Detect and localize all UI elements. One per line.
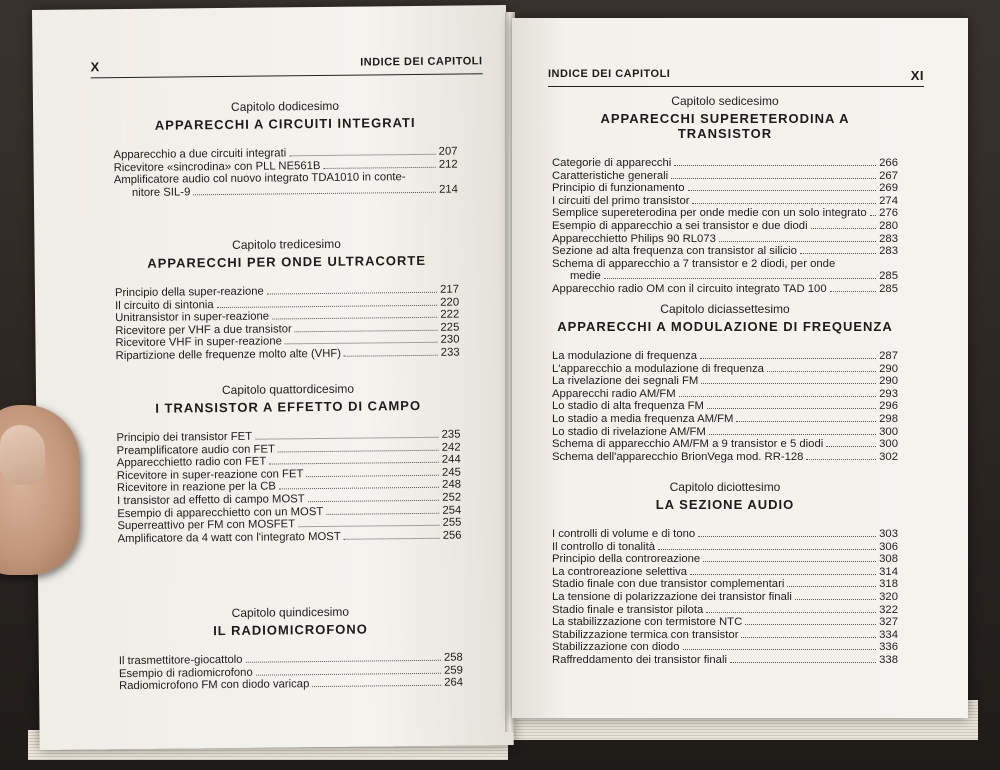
- entry-page: 320: [879, 590, 898, 603]
- chapter-block: [552, 480, 898, 667]
- toc-entry: [552, 426, 898, 439]
- entry-page: 322: [879, 603, 898, 616]
- toc-entry: [552, 220, 898, 233]
- chapter-title: LA SEZIONE AUDIO: [655, 497, 795, 512]
- entry-page: 334: [879, 628, 898, 641]
- entry-page: 296: [879, 400, 898, 413]
- leader-dots: [344, 538, 440, 540]
- leader-dots: [604, 278, 876, 279]
- entry-page: 244: [441, 453, 461, 466]
- entry-page: 242: [441, 441, 461, 454]
- toc-entry: [552, 195, 898, 208]
- chapter-block: [113, 98, 458, 200]
- chapter-label: Capitolo tredicesimo: [232, 236, 341, 252]
- toc-entry: [552, 541, 898, 554]
- toc-entry: [552, 363, 898, 376]
- entry-page: 303: [879, 528, 898, 540]
- entry-page: 283: [879, 232, 898, 245]
- toc-entry: [552, 604, 898, 617]
- entry-page: 336: [879, 641, 898, 654]
- entry-title: Esempio di apparecchietto con un MOST: [117, 505, 324, 520]
- leader-dots: [312, 685, 441, 687]
- entry-page: 280: [879, 219, 898, 232]
- toc-entry: [552, 400, 898, 413]
- entry-title: Categorie di apparecchi: [552, 157, 672, 169]
- leader-dots: [269, 462, 439, 465]
- entry-title: Caratteristiche generali: [552, 169, 669, 182]
- toc-entry: [552, 566, 898, 579]
- entry-page: 338: [879, 653, 898, 666]
- leader-dots: [256, 672, 441, 675]
- toc-entry: [552, 528, 898, 541]
- chapter-label: Capitolo sedicesimo: [671, 94, 779, 108]
- entry-page: 235: [441, 428, 461, 441]
- entry-title: Apparecchio a due circuiti integrati: [113, 147, 287, 162]
- leader-dots: [217, 304, 438, 307]
- entry-title: Lo stadio di alta frequenza FM: [552, 400, 704, 413]
- leader-dots: [285, 342, 438, 345]
- entry-page: 220: [440, 296, 460, 309]
- chapter-title: APPARECCHI A MODULAZIONE DI FREQUENZA: [557, 319, 893, 334]
- entry-page: 285: [879, 270, 898, 283]
- toc-entry: [552, 654, 898, 667]
- right-running-header: [548, 66, 924, 87]
- chapter-title: IL RADIOMICROFONO: [213, 621, 368, 639]
- entry-title: Stabilizzazione con diodo: [552, 641, 680, 654]
- entry-title: L'apparecchio a modulazione di frequenza: [552, 362, 764, 375]
- entry-title: Ricevitore per VHF a due transistor: [115, 323, 292, 337]
- leader-dots: [719, 241, 876, 242]
- leader-dots: [826, 446, 876, 447]
- entry-title: Ricevitore VHF in super-reazione: [115, 335, 282, 350]
- entry-title: Ricevitore in reazione per la CB: [116, 480, 276, 495]
- leader-dots: [255, 437, 439, 440]
- leader-dots: [701, 383, 876, 384]
- entry-page: 266: [879, 157, 898, 169]
- toc-entry: [552, 438, 898, 451]
- entry-title: Semplice supereterodina per onde medie con un solo integrato: [552, 207, 867, 220]
- leader-dots: [193, 192, 436, 196]
- entry-page: 314: [879, 565, 898, 578]
- leader-dots: [703, 561, 876, 562]
- entry-page: 308: [879, 553, 898, 566]
- toc-entry: [552, 641, 898, 654]
- entry-title: Ricevitore «sincrodina» con PLL NE561B: [113, 159, 321, 174]
- entry-title: La tensione di polarizzazione dei transistor finali: [552, 590, 792, 603]
- left-page-number: X: [90, 59, 100, 75]
- leader-dots: [674, 165, 876, 166]
- leader-dots: [289, 154, 435, 157]
- entry-continuation: [552, 270, 898, 283]
- leader-dots: [811, 228, 877, 229]
- toc-entry: [552, 616, 898, 629]
- leader-dots: [683, 649, 877, 650]
- leader-dots: [279, 487, 439, 490]
- entry-page: 269: [879, 182, 898, 195]
- entry-page: 255: [442, 516, 462, 529]
- entry-title: Schema dell'apparecchio BrionVega mod. RR-128: [552, 450, 804, 463]
- entry-title: Amplificatore da 4 watt con l'integrato MOST: [117, 530, 341, 545]
- entry-page: 248: [442, 478, 462, 492]
- entry-title: Principio di funzionamento: [552, 182, 685, 195]
- entry-title: Principio dei transistor FET: [116, 430, 253, 445]
- toc-entry: [117, 529, 461, 545]
- thumb: [0, 405, 80, 575]
- toc-entry: [552, 157, 898, 170]
- entry-title: Principio della controreazione: [552, 553, 701, 566]
- entry-title-continued: medie: [570, 270, 601, 283]
- entry-title: I circuiti del primo transistor: [552, 194, 690, 207]
- entry-page: 318: [879, 578, 898, 591]
- entry-title: La rivelazione dei segnali FM: [552, 375, 699, 388]
- entry-title: Sezione ad alta frequenza con transistor al silicio: [552, 245, 797, 258]
- entry-list: [116, 429, 461, 546]
- toc-entry: [552, 258, 898, 283]
- entry-page: 252: [442, 491, 462, 504]
- leader-dots: [800, 253, 876, 254]
- right-running-head: INDICE DEI CAPITOLI: [548, 68, 671, 80]
- toc-entry: [119, 677, 463, 693]
- entry-title: Stabilizzazione termica con transistor: [552, 628, 739, 641]
- chapter-title: APPARECCHI SUPERETERODINA A TRANSISTOR: [600, 111, 850, 141]
- entry-title: Apparecchietto radio con FET: [116, 455, 267, 470]
- leader-dots: [306, 475, 439, 477]
- toc-entry: [552, 170, 898, 183]
- leader-dots: [795, 599, 876, 600]
- toc-entry: [552, 591, 898, 604]
- leader-dots: [806, 459, 876, 460]
- leader-dots: [671, 178, 876, 179]
- leader-dots: [267, 292, 437, 295]
- toc-entry: [552, 233, 898, 246]
- toc-entry: [114, 171, 458, 200]
- entry-title: Esempio di radiomicrofono: [118, 666, 253, 680]
- entry-page: 254: [442, 504, 462, 517]
- toc-entry: [552, 350, 898, 363]
- leader-dots: [658, 549, 876, 550]
- entry-title: Il trasmettitore-giocattolo: [118, 653, 243, 668]
- entry-page: 300: [879, 438, 898, 451]
- entry-list: [113, 146, 458, 200]
- entry-page: 245: [441, 466, 461, 479]
- right-page: [512, 18, 968, 718]
- chapter-block: [552, 302, 898, 463]
- entry-title: Raffreddamento dei transistor finali: [552, 653, 727, 666]
- thumbnail: [0, 425, 45, 485]
- entry-title: Apparecchi radio AM/FM: [552, 387, 676, 400]
- entry-title: Schema di apparecchio AM/FM a 9 transistor e 5 diodi: [552, 438, 824, 451]
- toc-entry: [552, 375, 898, 388]
- chapter-label: Capitolo dodicesimo: [230, 98, 340, 114]
- entry-page: 287: [879, 350, 898, 362]
- leader-dots: [246, 660, 441, 663]
- chapter-title: APPARECCHI PER ONDE ULTRACORTE: [147, 252, 427, 271]
- entry-title: La modulazione di frequenza: [552, 350, 698, 362]
- leader-dots: [344, 355, 438, 357]
- entry-title: La controreazione selettiva: [552, 565, 688, 578]
- leader-dots: [787, 586, 876, 587]
- toc-entry: [552, 182, 898, 195]
- leader-dots: [870, 215, 877, 216]
- entry-page: 267: [879, 169, 898, 182]
- entry-page: 283: [879, 245, 898, 258]
- leader-dots: [698, 536, 876, 537]
- entry-page: 300: [879, 425, 898, 438]
- toc-entry: [552, 629, 898, 642]
- leader-dots: [707, 408, 876, 409]
- entry-list: [552, 528, 898, 667]
- chapter-label: Capitolo diciassettesimo: [660, 302, 790, 316]
- entry-page: 222: [440, 308, 460, 321]
- leader-dots: [298, 525, 439, 527]
- entry-title: Ripartizione delle frequenze molto alte (VHF): [115, 347, 342, 363]
- leader-dots: [688, 190, 877, 191]
- entry-title: Stadio finale con due transistor complementari: [552, 578, 785, 591]
- leader-dots: [690, 574, 876, 575]
- entry-title: Schema di apparecchio a 7 transistor e 2 diodi, per onde: [552, 257, 836, 270]
- entry-page: 207: [438, 145, 458, 158]
- entry-page: 225: [440, 321, 460, 334]
- entry-page: 302: [879, 450, 898, 463]
- leader-dots: [272, 317, 437, 320]
- leader-dots: [323, 166, 435, 168]
- entry-title: Lo stadio a media frequenza AM/FM: [552, 412, 734, 425]
- entry-title: I transistor ad effetto di campo MOST: [117, 493, 305, 508]
- chapter-label: Capitolo quindicesimo: [231, 604, 350, 620]
- chapter-block: [114, 236, 459, 363]
- leader-dots: [692, 203, 876, 204]
- leader-dots: [308, 500, 440, 502]
- entry-title: Apparecchio radio OM con il circuito integrato TAD 100: [552, 282, 827, 295]
- entry-page: 290: [879, 362, 898, 375]
- entry-title: Principio della super-reazione: [114, 285, 264, 300]
- toc-entry: [552, 245, 898, 258]
- toc-entry: [552, 283, 898, 296]
- entry-title: Radiomicrofono FM con diodo varicap: [119, 678, 310, 693]
- entry-page: 217: [440, 283, 460, 296]
- entry-title: Amplificatore audio col nuovo integrato TDA1010 in conte-: [113, 171, 406, 187]
- entry-continuation: [114, 183, 458, 199]
- entry-page: 212: [438, 158, 458, 171]
- entry-list: [115, 284, 460, 363]
- entry-list: [119, 652, 463, 693]
- chapter-title: I TRANSISTOR A EFFETTO DI CAMPO: [155, 397, 422, 416]
- chapter-label: Capitolo quattordicesimo: [221, 381, 355, 398]
- toc-entry: [552, 553, 898, 566]
- entry-title: I controlli di volume e di tono: [552, 528, 696, 540]
- entry-page: 293: [879, 387, 898, 400]
- leader-dots: [679, 396, 876, 397]
- chapter-block: [552, 94, 898, 296]
- leader-dots: [700, 358, 876, 359]
- entry-title: Preamplificatore audio con FET: [116, 443, 275, 457]
- leader-dots: [767, 371, 876, 372]
- entry-page: 258: [443, 651, 463, 664]
- entry-page: 214: [438, 183, 458, 196]
- chapter-block: [116, 381, 462, 546]
- entry-page: 256: [442, 529, 462, 542]
- entry-page: 327: [879, 616, 898, 629]
- leader-dots: [830, 291, 877, 292]
- entry-page: 285: [879, 282, 898, 295]
- entry-page: 259: [444, 664, 463, 677]
- leader-dots: [709, 434, 876, 435]
- left-page: [32, 5, 514, 750]
- entry-title: Il controllo di tonalità: [552, 540, 655, 553]
- entry-page: 276: [879, 207, 898, 220]
- chapter-label: Capitolo diciottesimo: [669, 480, 781, 494]
- toc-entry: [552, 451, 898, 464]
- entry-list: [552, 157, 898, 296]
- entry-title: Ricevitore in super-reazione con FET: [116, 467, 304, 482]
- entry-page: 264: [444, 676, 464, 689]
- entry-title: Unitransistor in super-reazione: [115, 310, 270, 325]
- chapter-block: [118, 604, 463, 693]
- leader-dots: [745, 624, 876, 625]
- entry-title: La stabilizzazione con termistore NTC: [552, 616, 743, 629]
- toc-entry: [116, 347, 460, 363]
- chapter-title: APPARECCHI A CIRCUITI INTEGRATI: [154, 114, 416, 133]
- entry-title: Superreattivo per FM con MOSFET: [117, 518, 296, 533]
- entry-page: 233: [440, 346, 460, 359]
- entry-list: [552, 350, 898, 463]
- toc-entry: [552, 413, 898, 426]
- leader-dots: [326, 512, 439, 514]
- entry-page: 298: [879, 412, 898, 425]
- entry-page: 230: [440, 333, 460, 347]
- entry-page: 290: [879, 375, 898, 388]
- entry-title-continued: nitore SIL-9: [131, 186, 191, 199]
- entry-page: 306: [879, 540, 898, 553]
- toc-entry: [552, 578, 898, 591]
- entry-page: 274: [879, 194, 898, 207]
- leader-dots: [741, 637, 876, 638]
- entry-title: Esempio di apparecchio a sei transistor e due diodi: [552, 219, 808, 232]
- leader-dots: [295, 330, 438, 332]
- leader-dots: [730, 662, 876, 663]
- leader-dots: [278, 449, 439, 452]
- entry-title: Apparecchietto Philips 90 RL073: [552, 232, 716, 245]
- entry-title: Stadio finale e transistor pilota: [552, 603, 704, 616]
- left-running-head: INDICE DEI CAPITOLI: [360, 55, 483, 69]
- leader-dots: [706, 612, 876, 613]
- left-running-header: [90, 53, 482, 78]
- entry-title: Lo stadio di rivelazione AM/FM: [552, 425, 706, 438]
- leader-dots: [736, 421, 876, 422]
- entry-title: Il circuito di sintonia: [115, 298, 214, 312]
- toc-entry: [552, 207, 898, 220]
- right-page-number: XI: [910, 68, 924, 83]
- toc-entry: [552, 388, 898, 401]
